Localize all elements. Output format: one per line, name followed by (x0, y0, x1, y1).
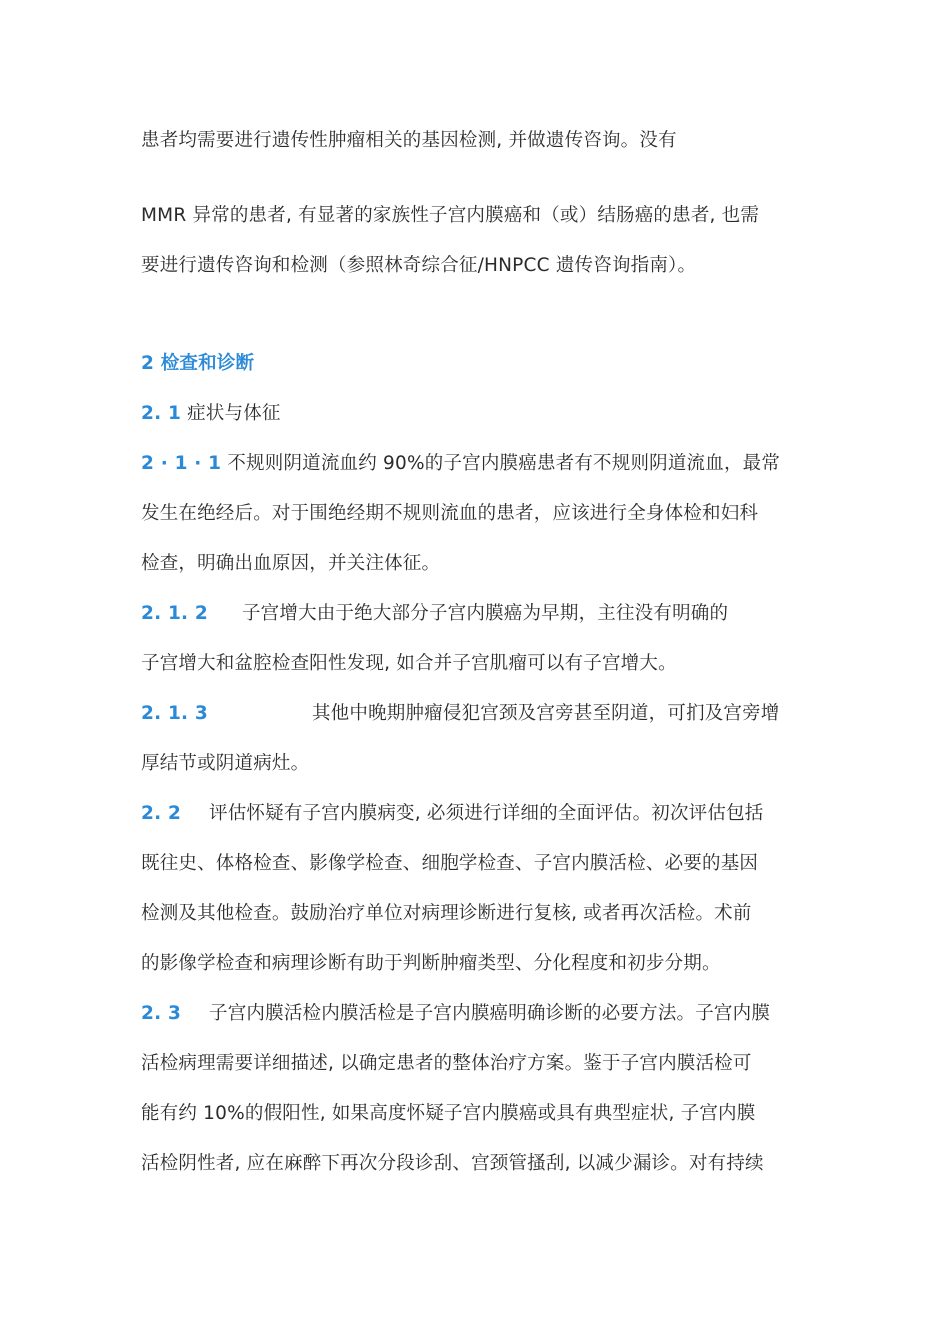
section-number: 2. 1 (141, 403, 182, 424)
paragraph-line: 检测及其他检查。鼓励治疗单位对病理诊断进行复核, 或者再次活检。术前 (141, 903, 752, 924)
section-number: 2. 3 (141, 1003, 182, 1024)
paragraph-line: 2. 3 子宫内膜活检内膜活检是子宫内膜癌明确诊断的必要方法。子宫内膜 (141, 1003, 771, 1024)
paragraph-line: 子宫增大和盆腔检查阳性发现, 如合并子宫肌瘤可以有子宫增大。 (141, 653, 677, 674)
paragraph-line: 2. 1. 3 其他中晚期肿瘤侵犯宫颈及宫旁甚至阴道，可扪及宫旁增 (141, 703, 780, 724)
paragraph-line: 的影像学检查和病理诊断有助于判断肿瘤类型、分化程度和初步分期。 (141, 953, 721, 974)
paragraph-line: 活检病理需要详细描述, 以确定患者的整体治疗方案。鉴于子宫内膜活检可 (141, 1053, 752, 1074)
paragraph-line: 厚结节或阴道病灶。 (141, 753, 310, 774)
paragraph-line: 要进行遗传咨询和检测（参照林奇综合征/HNPCC 遗传咨询指南）。 (141, 255, 697, 276)
section-number: 2 · 1 · 1 (141, 453, 222, 474)
paragraph-line: 检查，明确出血原因，并关注体征。 (141, 553, 441, 574)
paragraph-line: 2 · 1 · 1 不规则阴道流血约 90%的子宫内膜癌患者有不规则阴道流血，最常 (141, 453, 781, 474)
paragraph-line: 2. 2 评估怀疑有子宫内膜病变, 必须进行详细的全面评估。初次评估包括 (141, 803, 764, 824)
paragraph-line: 患者均需要进行遗传性肿瘤相关的基因检测, 并做遗传咨询。没有 (141, 130, 677, 151)
paragraph-line: 既往史、体格检查、影像学检查、细胞学检查、子宫内膜活检、必要的基因 (141, 853, 759, 874)
subsection-heading: 2. 1 症状与体征 (141, 403, 281, 424)
paragraph-line: 发生在绝经后。对于围绝经期不规则流血的患者，应该进行全身体检和妇科 (141, 503, 759, 524)
section-number: 2. 2 (141, 803, 182, 824)
section-number: 2. 1. 3 (141, 703, 208, 724)
paragraph-line: 2. 1. 2 子宫增大由于绝大部分子宫内膜癌为早期，主往没有明确的 (141, 603, 729, 624)
section-number: 2. 1. 2 (141, 603, 208, 624)
paragraph-line: 能有约 10%的假阳性, 如果高度怀疑子宫内膜癌或具有典型症状, 子宫内膜 (141, 1103, 756, 1124)
section-heading: 2 检查和诊断 (141, 353, 255, 374)
paragraph-line: 活检阴性者, 应在麻醉下再次分段诊刮、宫颈管搔刮, 以减少漏诊。对有持续 (141, 1153, 764, 1174)
paragraph-line: MMR 异常的患者, 有显著的家族性子宫内膜癌和（或）结肠癌的患者, 也需 (141, 205, 760, 226)
